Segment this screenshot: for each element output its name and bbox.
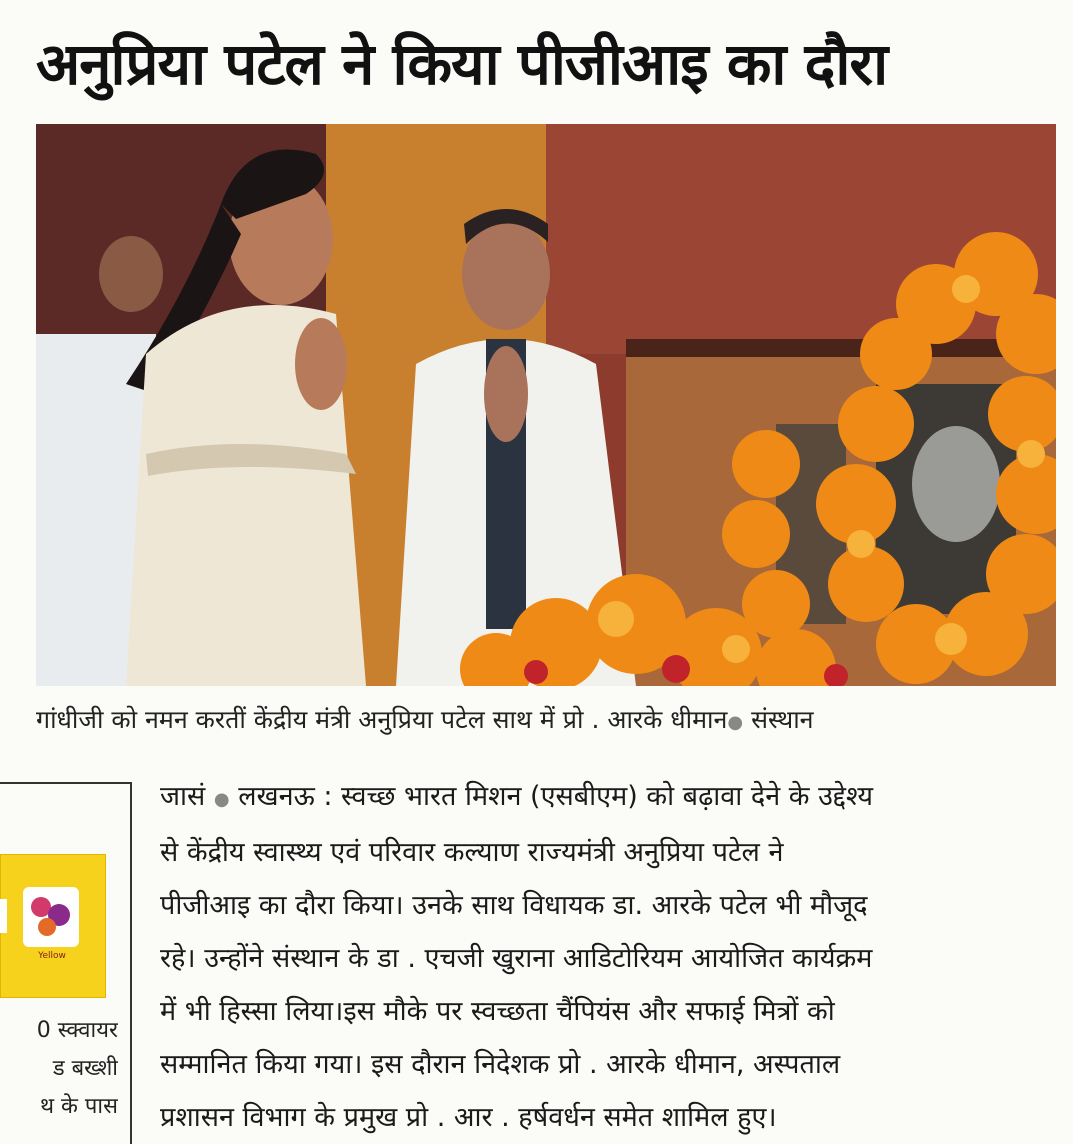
caption-text: गांधीजी को नमन करतीं केंद्रीय मंत्री अनुप्रिया पटेल साथ में प्रो . आरके धीमान xyxy=(36,705,728,734)
ad-edge-item xyxy=(0,899,7,933)
news-photo xyxy=(36,124,1056,686)
caption-credit: संस्थान xyxy=(751,705,814,734)
article-line-2: से केंद्रीय स्वास्थ्य एवं परिवार कल्याण राज्यमंत्री अनुप्रिया पटेल ने xyxy=(160,837,784,868)
photo-illustration xyxy=(36,124,1056,686)
article-byline: जासं xyxy=(160,781,206,812)
article-line-3: पीजीआइ का दौरा किया। उनके साथ विधायक डा. आरके पटेल भी मौजूद xyxy=(160,890,868,921)
adjacent-column xyxy=(0,782,132,1144)
byline-separator: ● xyxy=(213,789,230,810)
headline: अनुप्रिया पटेल ने किया पीजीआइ का दौरा xyxy=(36,30,888,98)
side-advertisement xyxy=(0,854,106,998)
photo-caption xyxy=(36,700,1056,743)
adjacent-line: 0 स्क्वायर xyxy=(36,1018,118,1043)
article-line-6: सम्मानित किया गया। इस दौरान निदेशक प्रो . आरके धीमान, अस्पताल xyxy=(160,1049,841,1080)
adjacent-line: ड बख्शी xyxy=(52,1056,118,1081)
article-text: लखनऊ : स्वच्छ भारत मिशन (एसबीएम) को बढ़ावा देने के उद्देश्य xyxy=(238,781,874,812)
article-line-1 xyxy=(160,770,1060,826)
ad-logo-label: Yellow xyxy=(38,951,66,961)
article-body xyxy=(160,770,1060,1144)
article-line-7: प्रशासन विभाग के प्रमुख प्रो . आर . हर्षवर्धन समेत शामिल हुए। xyxy=(160,1102,777,1133)
adjacent-line: थ के पास xyxy=(39,1094,118,1119)
caption-separator: ● xyxy=(727,712,744,733)
adjacent-column-text xyxy=(0,1012,118,1126)
article-line-4: रहे। उन्होंने संस्थान के डा . एचजी खुराना आडिटोरियम आयोजित कार्यक्रम xyxy=(160,943,873,974)
ad-logo xyxy=(23,887,79,947)
article-line-5: में भी हिस्सा लिया।इस मौके पर स्वच्छता चैंपियंस और सफाई मित्रों को xyxy=(160,996,835,1027)
